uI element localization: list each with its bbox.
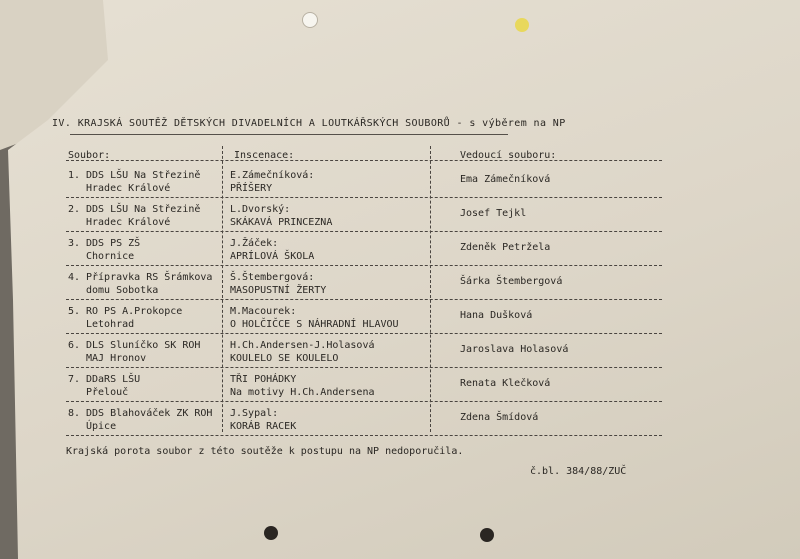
column-divider-1: [222, 146, 223, 432]
ensemble-place: Chornice: [86, 251, 135, 262]
header-rule: [66, 160, 662, 161]
production-title: KOULELO SE KOULELO: [230, 353, 339, 364]
production-title: APRÍLOVÁ ŠKOLA: [230, 251, 315, 262]
ensemble-name: DDaRS LŠU: [86, 374, 141, 385]
ensemble-name: DDS LŠU Na Střezině: [86, 170, 201, 181]
ensemble-leader: Renata Klečková: [460, 378, 551, 389]
ensemble-place: Letohrad: [86, 319, 135, 330]
production-author: L.Dvorský:: [230, 204, 291, 215]
ensemble-name: Přípravka RS Šrámkova: [86, 272, 213, 283]
ensemble-place: MAJ Hronov: [86, 353, 147, 364]
production-author: J.Sypal:: [230, 408, 279, 419]
production-title: PŘÍŠERY: [230, 183, 273, 194]
row-number: 2.: [68, 204, 81, 215]
row-rule: [66, 197, 662, 198]
ensemble-place: Úpice: [86, 421, 117, 432]
heading-underline: [70, 134, 508, 135]
ensemble-name: DDS Blahováček ZK ROH: [86, 408, 213, 419]
ensemble-place: Přelouč: [86, 387, 129, 398]
row-rule: [66, 333, 662, 334]
production-title: O HOLČIČCE S NÁHRADNÍ HLAVOU: [230, 319, 399, 330]
ensemble-name: DDS LŠU Na Střezině: [86, 204, 201, 215]
row-number: 8.: [68, 408, 81, 419]
punch-hole-top-left: [302, 12, 318, 28]
row-number: 1.: [68, 170, 81, 181]
production-author: E.Zámečníková:: [230, 170, 315, 181]
row-rule: [66, 435, 662, 436]
production-author: TŘI POHÁDKY: [230, 374, 297, 385]
row-number: 6.: [68, 340, 81, 351]
column-header-inscenace: Inscenace:: [234, 150, 295, 161]
ensemble-name: RO PS A.Prokopce: [86, 306, 183, 317]
production-title: MASOPUSTNÍ ŽERTY: [230, 285, 327, 296]
jury-footnote: Krajská porota soubor z této soutěže k postupu na NP nedoporučila.: [66, 446, 464, 457]
row-rule: [66, 265, 662, 266]
column-divider-2: [430, 146, 431, 432]
section-heading: [52, 118, 566, 129]
ensemble-leader: Jaroslava Holasová: [460, 344, 569, 355]
production-author: Š.Štembergová:: [230, 272, 315, 283]
production-title: KORÁB RACEK: [230, 421, 297, 432]
row-rule: [66, 231, 662, 232]
ensemble-leader: Hana Dušková: [460, 310, 533, 321]
production-author: J.Žáček:: [230, 238, 279, 249]
ensemble-leader: Zdena Šmídová: [460, 412, 539, 423]
column-header-soubor: Soubor:: [68, 150, 111, 161]
ensemble-name: DDS PS ZŠ: [86, 238, 141, 249]
ensemble-name: DLS Sluníčko SK ROH: [86, 340, 201, 351]
row-number: 5.: [68, 306, 81, 317]
row-rule: [66, 367, 662, 368]
ensemble-place: Hradec Králové: [86, 217, 171, 228]
row-number: 7.: [68, 374, 81, 385]
row-rule: [66, 401, 662, 402]
production-title: Na motivy H.Ch.Andersena: [230, 387, 375, 398]
ensemble-leader: Ema Zámečníková: [460, 174, 551, 185]
ensemble-leader: Zdeněk Petržela: [460, 242, 551, 253]
row-rule: [66, 299, 662, 300]
production-author: H.Ch.Andersen-J.Holasová: [230, 340, 375, 351]
row-number: 4.: [68, 272, 81, 283]
section-number: IV.: [52, 118, 72, 129]
document-reference: č.bl. 384/88/ZUČ: [530, 466, 627, 477]
ensemble-leader: Šárka Štembergová: [460, 276, 563, 287]
ensemble-leader: Josef Tejkl: [460, 208, 527, 219]
column-header-vedouci: Vedoucí souboru:: [460, 150, 557, 161]
ensemble-place: Hradec Králové: [86, 183, 171, 194]
ensemble-place: domu Sobotka: [86, 285, 159, 296]
row-number: 3.: [68, 238, 81, 249]
punch-hole-top-right: [515, 18, 529, 32]
production-title: SKÁKAVÁ PRINCEZNA: [230, 217, 333, 228]
punch-hole-bottom-right: [480, 528, 494, 542]
punch-hole-bottom-left: [264, 526, 278, 540]
section-title: KRAJSKÁ SOUTĚŽ DĚTSKÝCH DIVADELNÍCH A LOUTKÁŘSKÝCH SOUBORŮ - s výběrem na NP: [77, 118, 566, 129]
production-author: M.Macourek:: [230, 306, 297, 317]
